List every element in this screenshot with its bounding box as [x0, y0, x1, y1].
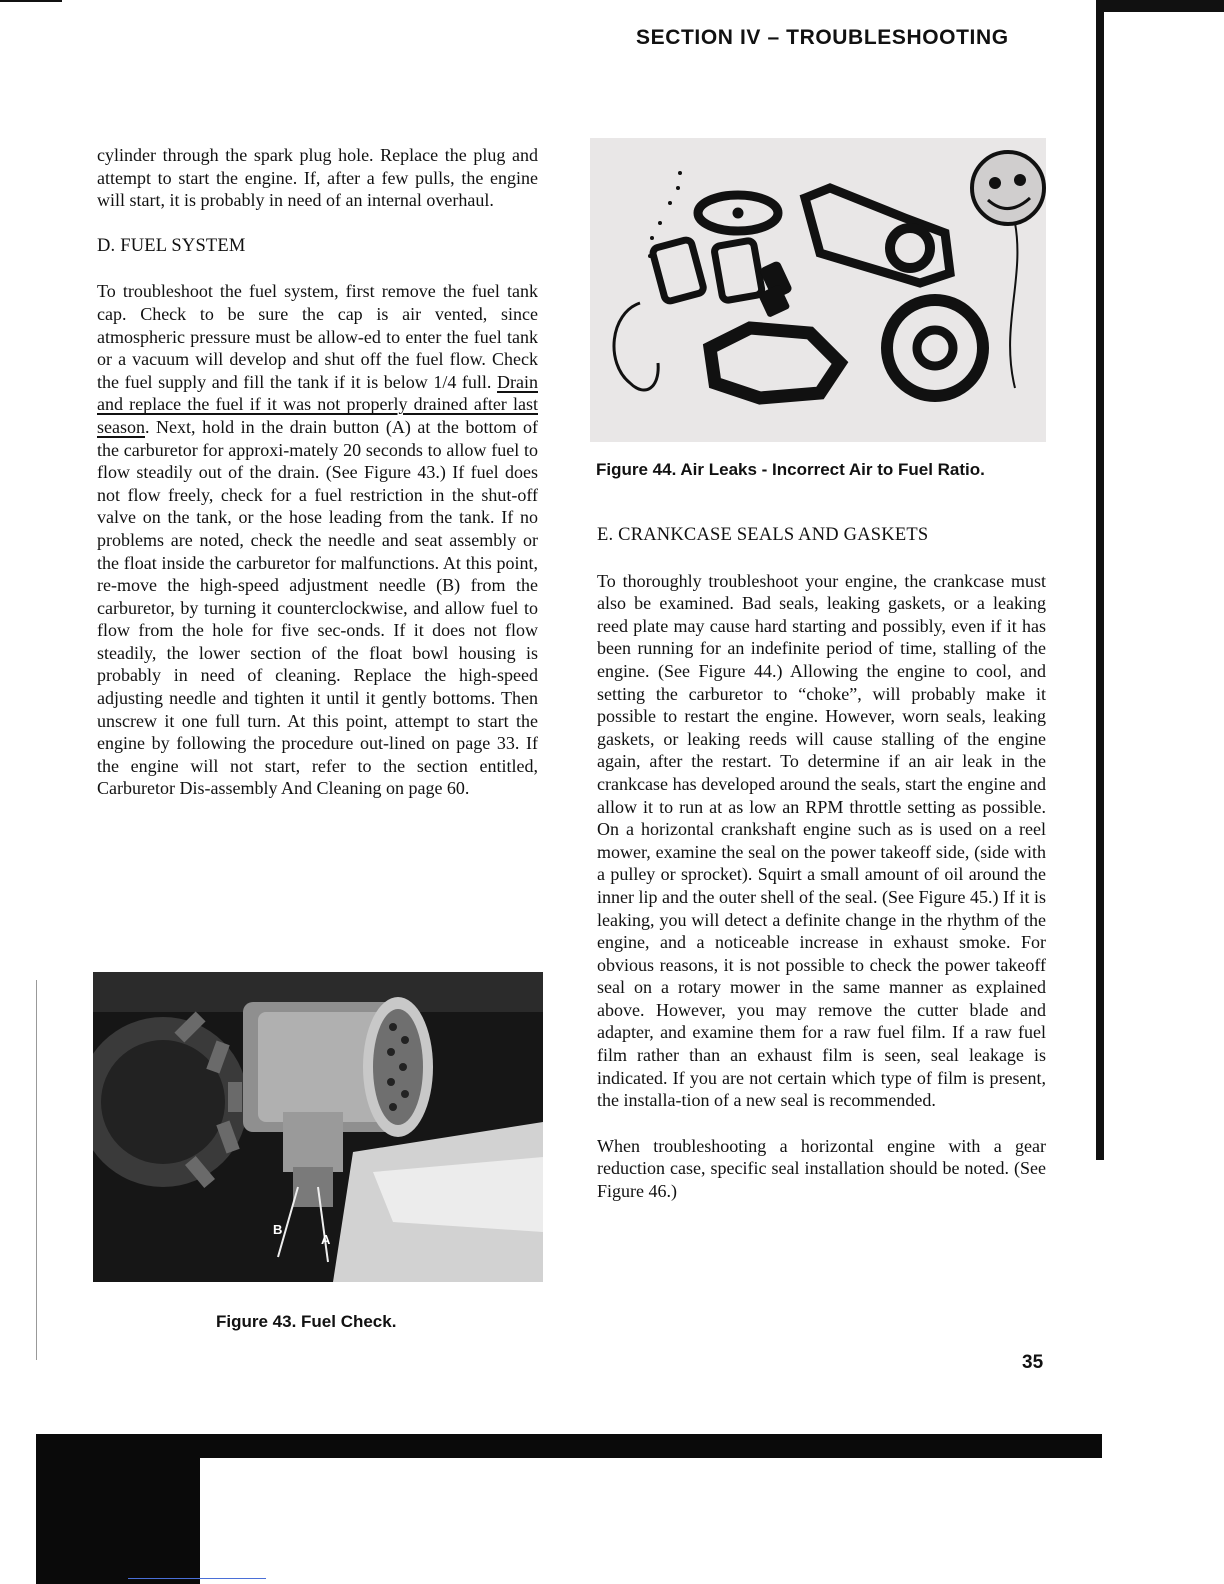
underlined-drain-instruction: Drain and replace the fuel if it was not properly drained after last season [97, 371, 538, 437]
gaskets-illustration [590, 138, 1046, 442]
figure-44-caption: Figure 44. Air Leaks - Incorrect Air to Fuel Ratio. [596, 460, 985, 479]
photo-label-a: A [321, 1232, 331, 1247]
right-column [597, 524, 1046, 1203]
left-column [97, 144, 538, 800]
scan-artifact-line [128, 1578, 266, 1579]
heading-fuel-system: D. FUEL SYSTEM [97, 235, 246, 256]
page-number: 35 [1022, 1352, 1044, 1373]
paragraph-crankcase: To thoroughly troubleshoot your engine, the crankcase must also be examined. Bad seals, leaking gaskets, or a leaking reed plate may cause hard starting and possibly, even if it has been running for an indefinite period of time, stalling of the engine. (See Figure 44.) Allowing the engine to cool, and setting the carburetor to “choke”, will probably make it possible to restart the engine. However, worn seals, leaking gaskets, or leaking reeds will cause stalling of the engine again, after the restart. To determine if an air leak in the crankcase has developed around the seals, start the engine and allow it to run at as low an RPM throttle setting as possible. On a horizontal crankshaft engine such as is used on a reel mower, examine the seal on the power takeoff side, (side with a pulley or sprocket). Squirt a small amount of oil around the inner lip and the outer shell of the seal. (See Figure 45.) If it is leaking, you will detect a definite change in the rhythm of the engine, and a noticeable increase in exhaust smoke. For obvious reasons, it is not possible to check the power takeoff seal on a rotary mower in the same manner as explained above. However, you may remove the cutter blade and adapter, and examine them for a raw fuel film. If a raw fuel film rather than an exhaust film is seen, seal leakage is indicated. If you are not certain which type of film is present, the installa-tion of a new seal is recommended. [597, 570, 1046, 1111]
section-header: SECTION IV – TROUBLESHOOTING [636, 26, 1009, 49]
scan-bottom-paper [200, 1458, 1102, 1584]
fuel-text-start: To troubleshoot the fuel system, first remove the fuel tank cap. Check to be sure the cap is air vented, since atmospheric pressure must be allow-ed to enter the fuel tank or a vacuum will develop and shut off the fuel flow. Check the fuel supply and fill the tank if it is below 1/4 full. [97, 281, 538, 392]
figure-43-photo [93, 972, 543, 1282]
figure-44-photo [590, 138, 1046, 442]
paragraph-overhaul: cylinder through the spark plug hole. Replace the plug and attempt to start the engine. If, after a few pulls, the engine will start, it is probably in need of an internal overhaul. [97, 145, 538, 211]
photo-label-b: B [273, 1222, 283, 1237]
scan-binding-edge [1096, 0, 1104, 1160]
scan-binding-edge-top [1104, 0, 1224, 12]
heading-crankcase-seals: E. CRANKCASE SEALS AND GASKETS [597, 525, 929, 545]
paragraph-gear-reduction: When troubleshooting a horizontal engine with a gear reduction case, specific seal installation should be noted. (See Figure 46.) [597, 1135, 1046, 1202]
top-edge-rule [0, 0, 62, 2]
paragraph-fuel-system [97, 280, 538, 800]
figure-43-caption: Figure 43. Fuel Check. [216, 1312, 397, 1331]
scan-page-edge [36, 980, 37, 1360]
fuel-text-end: . Next, hold in the drain button (A) at the bottom of the carburetor for approxi-mately 20 seconds to allow fuel to flow steadily out of the drain. (See Figure 43.) If fuel does not flow freely, check for a fuel restriction in the shut-off valve on the tank, or the hose leading from the tank. If no problems are noted, check the needle and seat assembly or the float inside the carburetor for malfunctions. At this point, re-move the high-speed adjustment needle (B) from the carburetor, by turning it counterclockwise, and allow fuel to flow from the hole for five sec-onds. If it does not flow steadily, the lower section of the float bowl housing is probably in need of cleaning. Replace the high-speed adjusting needle and tighten it until it gently bottoms. Then unscrew it one full turn. At this point, attempt to start the engine by following the procedure out-lined on page 33. If the engine will not start, refer to the section entitled, Carburetor Dis-assembly And Cleaning on page 60. [97, 416, 538, 799]
carburetor-photo [93, 972, 543, 1282]
